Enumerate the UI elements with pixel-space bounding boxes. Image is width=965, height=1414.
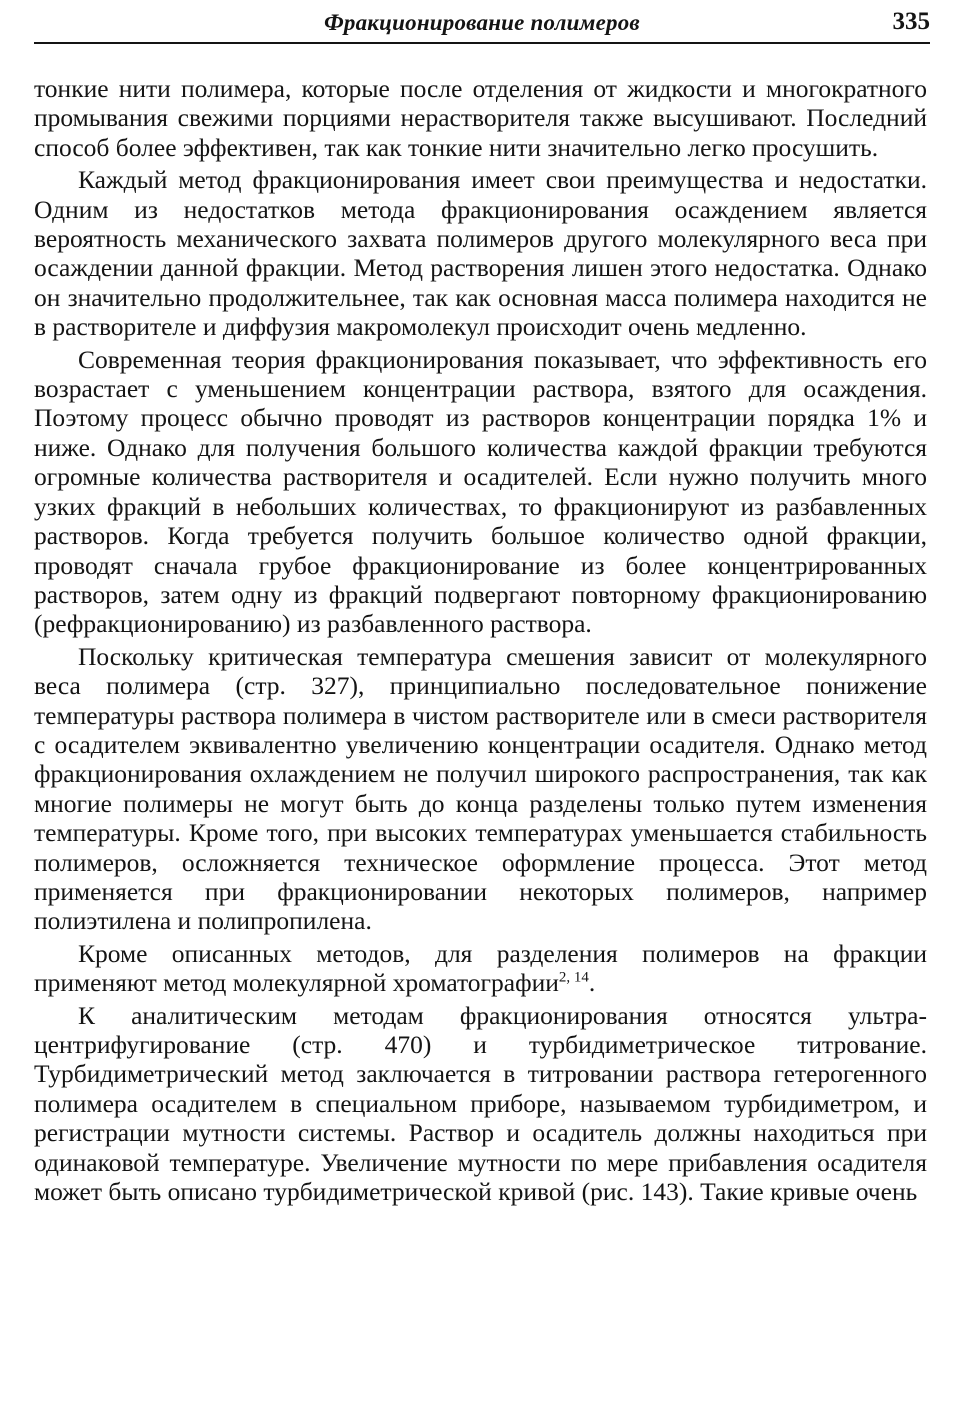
paragraph-1: тонкие нити полимера, которые после отделения от жидкости и многократного промывания свежими порциями нерастворителя также высушивают. Последний способ более эффективен, так как тонкие нити значительно легко просушить.	[34, 74, 927, 162]
paragraph-6: К аналитическим методам фракционирования относятся ультрацентрифугирование (стр. 470) и турбидиметрическое титрование. Турбидиметрический метод заключается в титровании раствора гетерогенного полимера осадителем в специальном приборе, называемом турбидиметром, и регистрации мутности системы. Раствор и осадитель должны находиться при одинаковой температуре. Увеличение мутности по мере прибавления осадителя может быть описано турбидиметрической кривой (рис. 143). Такие кривые очень	[34, 1000, 927, 1207]
reference-superscript: 2, 14	[558, 969, 589, 986]
paragraph-3: Современная теория фракционирования показывает, что эффективность его возрастает с уменьшением концентрации раствора, взятого для осаждения. Поэтому процесс обычно проводят из растворов концентрации порядка 1% и ниже. Однако для получения большого количества каждой фракции требуются огромные количества растворителя и осадителей. Если нужно получить много узких фракций в небольших количествах, то фракционируют из разбавленных растворов. Когда требуется получить большое количество одной фракции, проводят сначала грубое фракционирование из более концентрированных растворов, затем одну из фракций подвергают повторному фракционированию (рефракционированию) из разбавленного раствора.	[34, 344, 927, 639]
paragraph-5	[34, 939, 927, 998]
page-number: 335	[892, 8, 930, 35]
paragraph-5-tail: .	[588, 968, 596, 998]
paragraph-2: Каждый метод фракционирования имеет свои преимущества и недостатки. Одним из недостатков метода фракционирования осаждением является вероятность механического захвата полимеров другого молекулярного веса при осаждении данной фракции. Метод растворения лишен этого недостатка. Однако он значительно продолжительнее, так как основная масса полимера находится не в растворителе и диффузия макромолекул происходит очень медленно.	[34, 165, 927, 342]
body-text	[34, 74, 927, 1209]
paragraph-4: Поскольку критическая температура смешения зависит от молекулярного веса полимера (стр. 327), принципиально последовательное понижение температуры раствора полимера в чистом растворителе или в смеси растворителя с осадителем эквивалентно увеличению концентрации осадителя. Однако метод фракционирования охлаждением не получил широкого распространения, так как многие полимеры не могут быть до конца разделены только путем изменения температуры. Кроме того, при высоких температурах уменьшается стабильность полимеров, осложняется техническое оформление процесса. Этот метод применяется при фракционировании некоторых полимеров, например полиэтилена и полипропилена.	[34, 641, 927, 936]
header-rule	[34, 42, 930, 44]
running-title: Фракционирование полимеров	[324, 10, 640, 35]
running-head	[34, 8, 930, 40]
paragraph-5-text: Кроме описанных методов, для разделения полимеров на фракции применяют метод молекулярной хроматографии	[34, 938, 927, 998]
